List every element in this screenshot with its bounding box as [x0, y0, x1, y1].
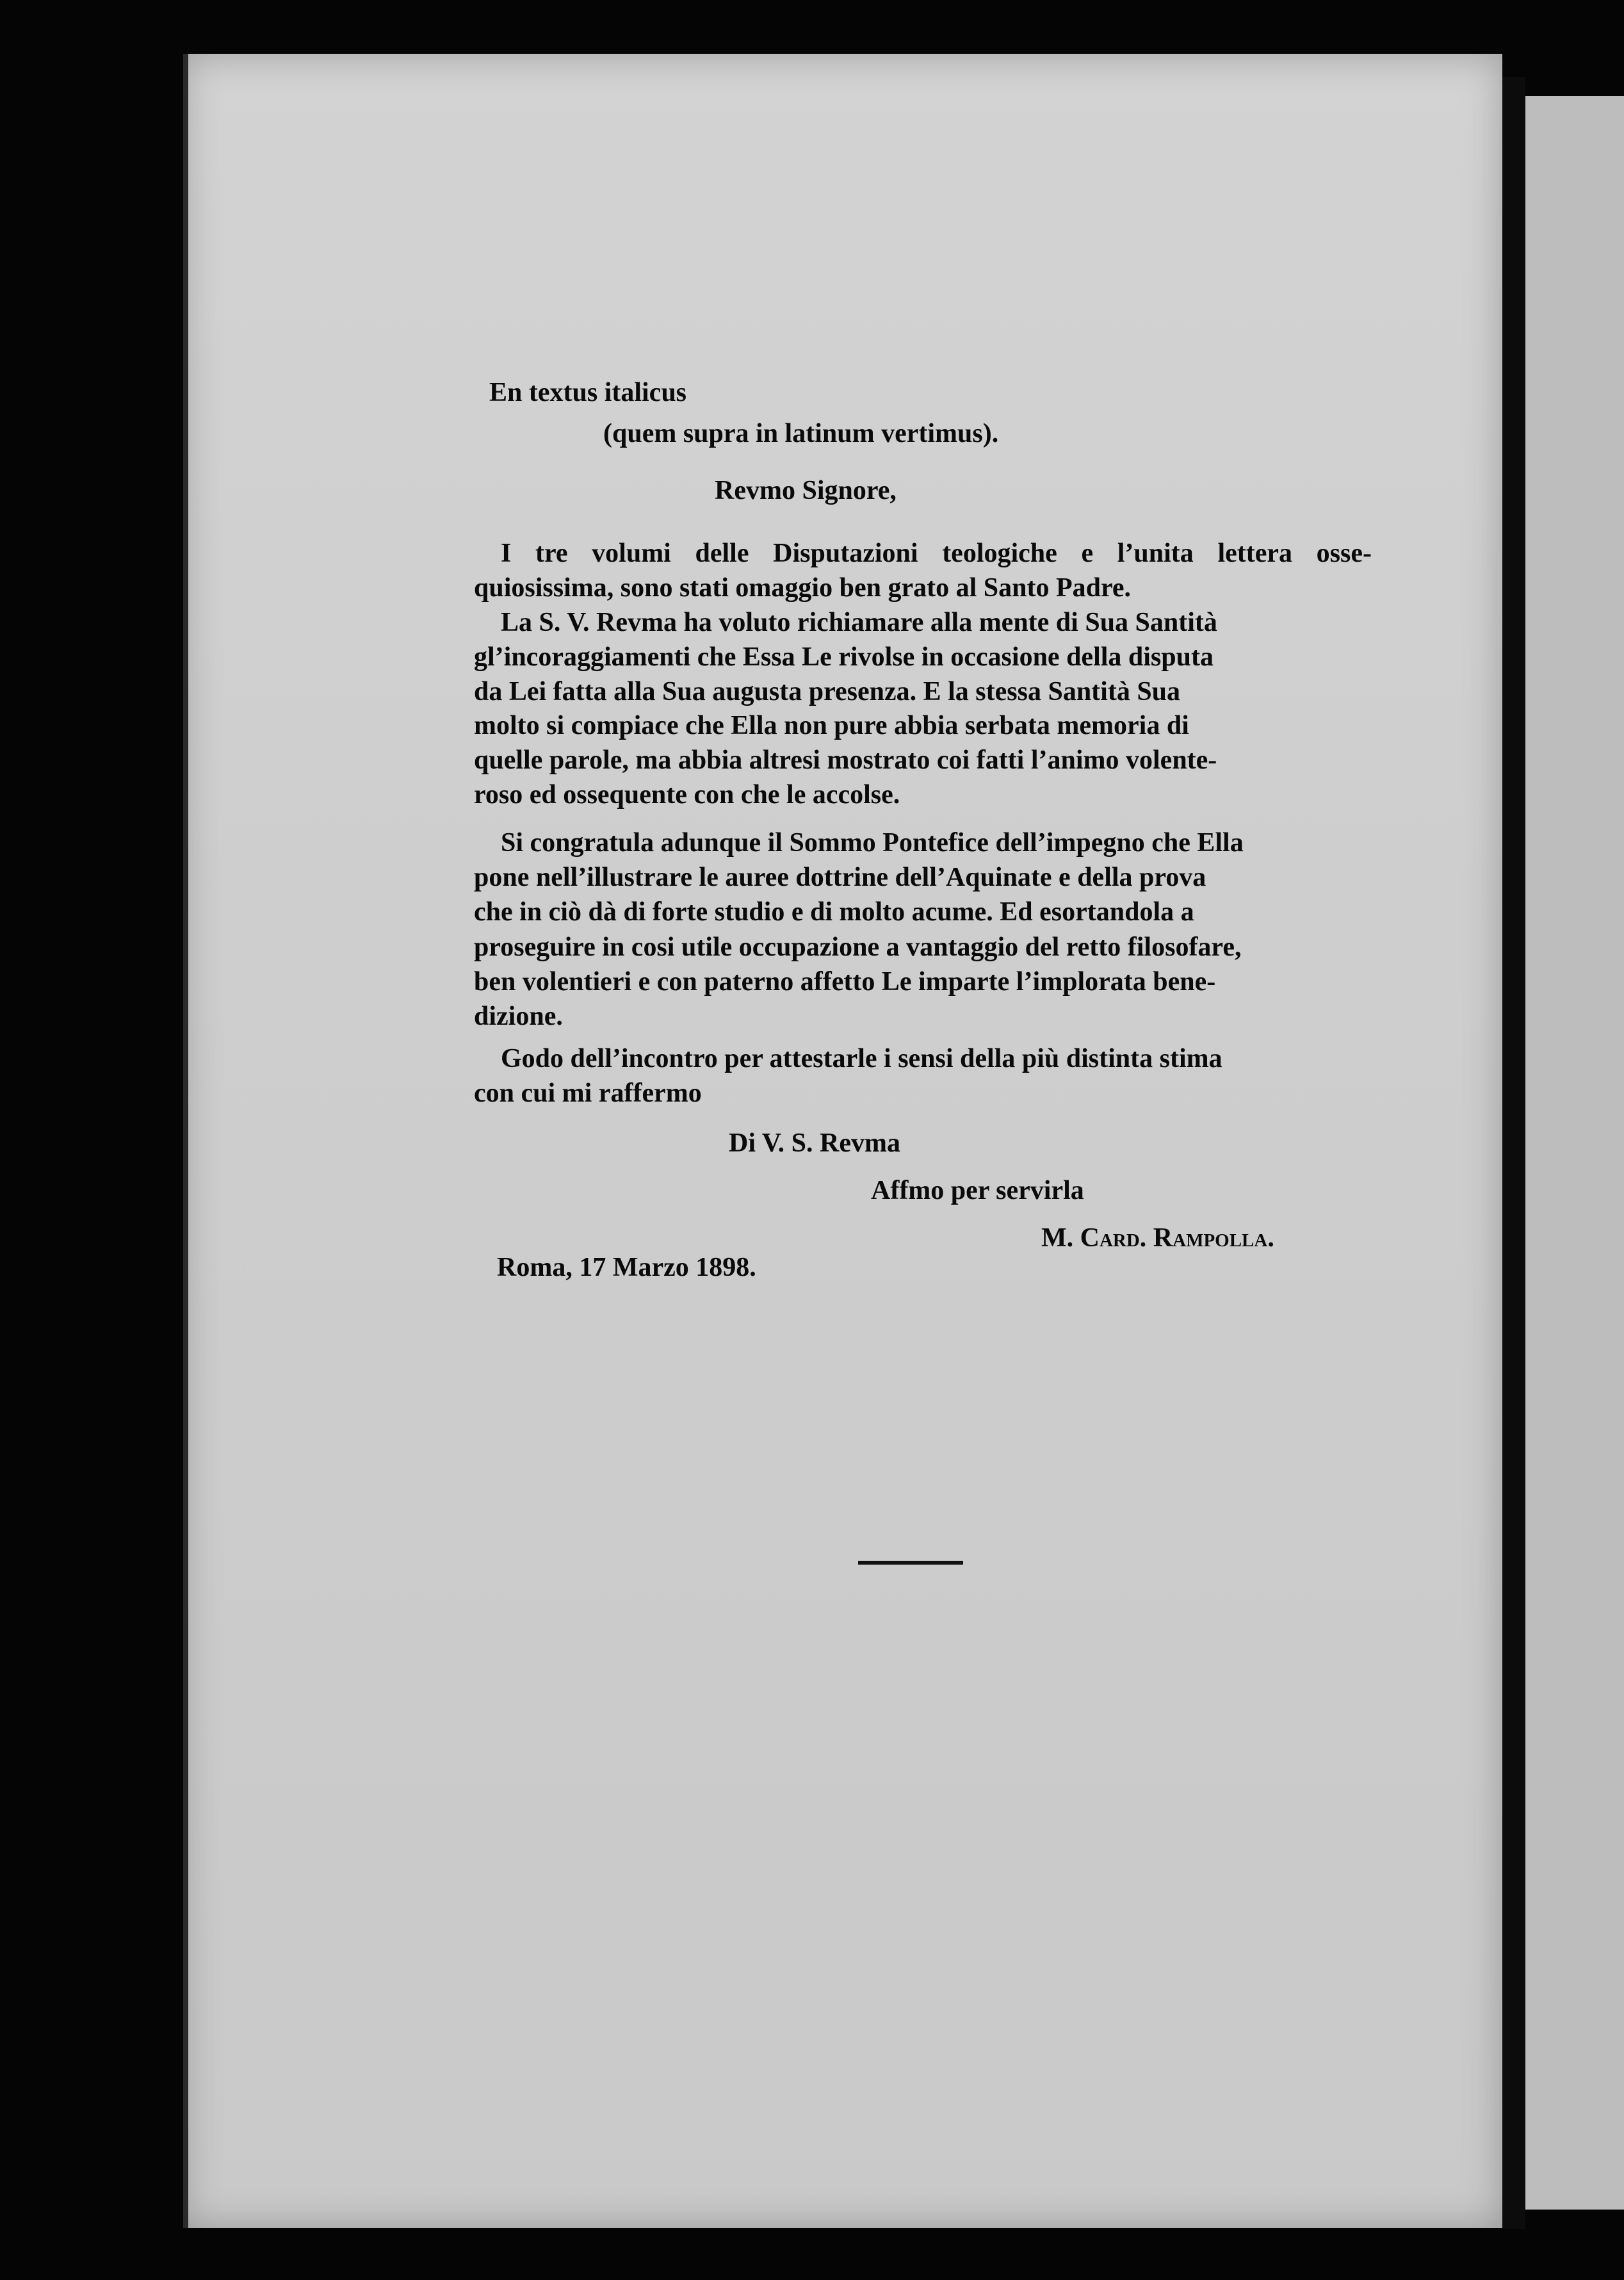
- heading-line-2: (quem supra in latinum vertimus).: [603, 419, 999, 448]
- salutation: Revmo Signore,: [715, 476, 897, 505]
- body-line: da Lei fatta alla Sua augusta presenza. E la stessa Santità Sua: [474, 677, 1181, 706]
- closing-line-2: Affmo per servirla: [871, 1176, 1084, 1205]
- body-line: quiosissima, sono stati omaggio ben grato al Santo Padre.: [474, 573, 1131, 603]
- adjacent-page: [1525, 96, 1624, 2210]
- closing-line-1: Di V. S. Revma: [729, 1128, 900, 1158]
- body-line: molto si compiace che Ella non pure abbia serbata memoria di: [474, 711, 1189, 740]
- signature: M. Card. Rampolla.: [1041, 1223, 1274, 1253]
- book-gutter: [1502, 77, 1525, 2229]
- page-edge: [183, 54, 188, 2228]
- body-line: roso ed ossequente con che le accolse.: [474, 780, 900, 810]
- body-line: Si congratula adunque il Sommo Pontefice dell’impegno che Ella: [501, 828, 1244, 858]
- body-line: dizione.: [474, 1002, 563, 1031]
- body-line: ben volentieri e con paterno affetto Le imparte l’implorata bene-: [474, 967, 1216, 997]
- body-line: I tre volumi delle Disputazioni teologiche e l’unita lettera osse-: [501, 539, 1372, 568]
- body-line: Godo dell’incontro per attestarle i sensi della più distinta stima: [501, 1044, 1222, 1073]
- body-line: pone nell’illustrare le auree dottrine dell’Aquinate e della prova: [474, 863, 1206, 892]
- body-line: La S. V. Revma ha voluto richiamare alla mente di Sua Santità: [501, 608, 1217, 637]
- body-line: gl’incoraggiamenti che Essa Le rivolse in occasione della disputa: [474, 642, 1214, 672]
- section-divider: [858, 1561, 963, 1565]
- body-line: quelle parole, ma abbia altresi mostrato coi fatti l’animo volente-: [474, 745, 1217, 775]
- body-line: che in ciò dà di forte studio e di molto acume. Ed esortandola a: [474, 897, 1194, 927]
- body-line: con cui mi raffermo: [474, 1079, 702, 1108]
- heading-line-1: En textus italicus: [489, 378, 687, 407]
- body-line: proseguire in cosi utile occupazione a vantaggio del retto filosofare,: [474, 932, 1242, 962]
- letter-date: Roma, 17 Marzo 1898.: [497, 1253, 756, 1282]
